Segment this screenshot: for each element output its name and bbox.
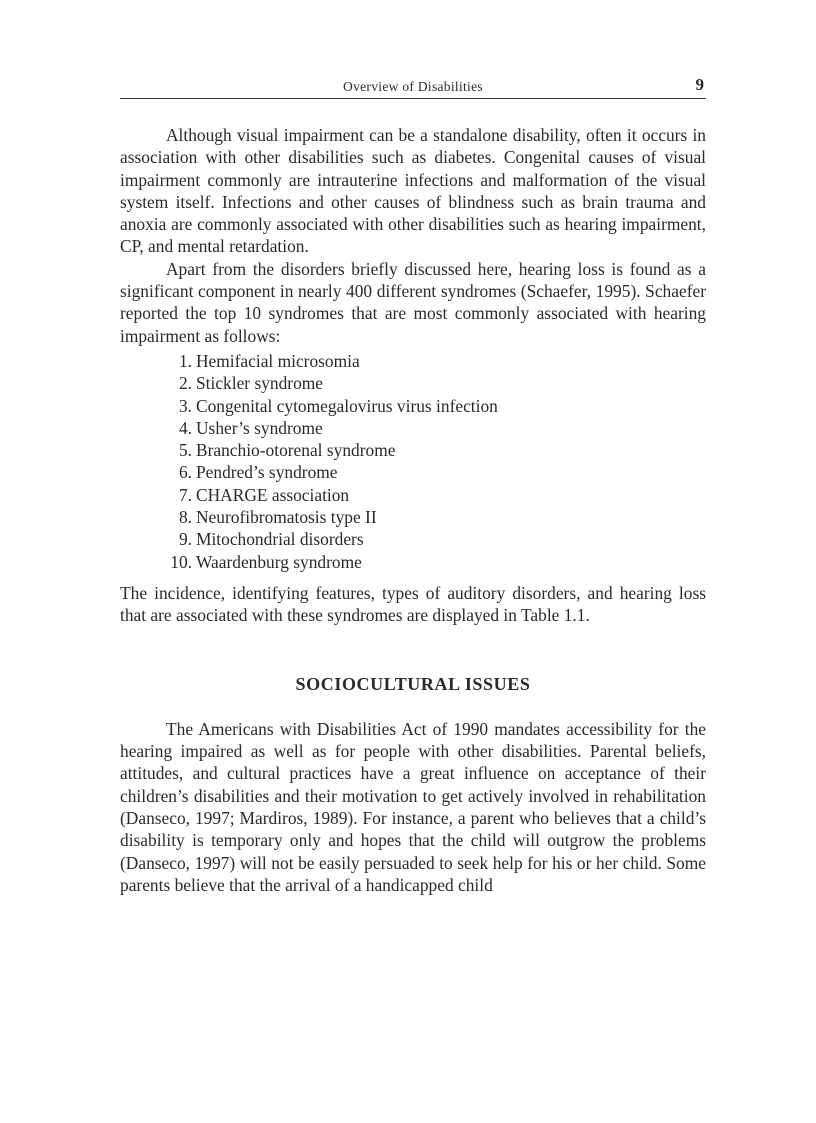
list-item-number: 5. xyxy=(178,440,192,461)
paragraph-visual-impairment: Although visual impairment can be a standalone disability, often it occurs in association with other disabilities such as diabetes. Congenital causes of visual impairment commonly are intrauterine infections and malformation of the visual system itself. Infections and other causes of blindness such as brain trauma and anoxia are commonly associated with other disabilities such as hearing impairment, CP, and mental retardation. xyxy=(120,125,706,257)
list-item-text: Branchio-otorenal syndrome xyxy=(196,440,396,461)
running-title: Overview of Disabilities xyxy=(343,79,483,94)
list-item-number: 10. xyxy=(170,551,192,572)
list-item xyxy=(120,439,706,461)
list-item xyxy=(120,528,706,550)
paragraph-sociocultural: The Americans with Disabilities Act of 1990 mandates accessibility for the hearing impaired as well as for people with other disabilities. Parental beliefs, attitudes, and cultural practices have a great influence on acceptance of their children’s disabilities and their motivation to get actively involved in rehabilitation (Danseco, 1997; Mardiros, 1989). For instance, a parent who believes that a child’s disability is temporary only and hopes that the child will outgrow the problems (Danseco, 1997) will not be easily persuaded to seek help for his or her child. Some parents believe that the arrival of a handicapped child xyxy=(120,718,706,895)
list-item-number: 9. xyxy=(178,529,192,550)
paragraph-table-reference: The incidence, identifying features, types of auditory disorders, and hearing loss that are associated with these syndromes are displayed in Table 1.1. xyxy=(120,582,706,626)
list-item xyxy=(120,484,706,506)
list-item-number: 8. xyxy=(178,507,192,528)
list-item-text: Stickler syndrome xyxy=(196,373,324,394)
list-item-number: 6. xyxy=(178,462,192,483)
list-item-text: Mitochondrial disorders xyxy=(196,529,364,550)
list-item-text: Waardenburg syndrome xyxy=(196,551,362,572)
list-item-text: Congenital cytomegalovirus virus infection xyxy=(196,395,498,416)
page-number: 9 xyxy=(695,75,704,94)
list-item-text: Hemifacial microsomia xyxy=(196,350,360,371)
list-item-number: 7. xyxy=(178,484,192,505)
running-head xyxy=(120,74,706,99)
list-item-number: 3. xyxy=(178,395,192,416)
list-item xyxy=(120,551,706,573)
list-item-text: Pendred’s syndrome xyxy=(196,462,338,483)
paragraph-hearing-loss-syndromes: Apart from the disorders briefly discussed here, hearing loss is found as a significant component in nearly 400 different syndromes (Schaefer, 1995). Schaefer reported the top 10 syndromes that are most commonly associated with hearing impairment as follows: xyxy=(120,258,706,346)
list-item xyxy=(120,350,706,372)
syndrome-list xyxy=(120,350,706,573)
list-item xyxy=(120,417,706,439)
body-text xyxy=(120,124,706,896)
list-item-text: Neurofibromatosis type II xyxy=(196,507,377,528)
list-item-text: CHARGE association xyxy=(196,484,350,505)
list-item xyxy=(120,372,706,394)
list-item xyxy=(120,506,706,528)
section-heading: SOCIOCULTURAL ISSUES xyxy=(295,673,531,694)
list-item-number: 4. xyxy=(178,417,192,438)
list-item-text: Usher’s syndrome xyxy=(196,417,323,438)
list-item-number: 1. xyxy=(178,350,192,371)
list-item xyxy=(120,395,706,417)
list-item-number: 2. xyxy=(178,373,192,394)
list-item xyxy=(120,461,706,483)
